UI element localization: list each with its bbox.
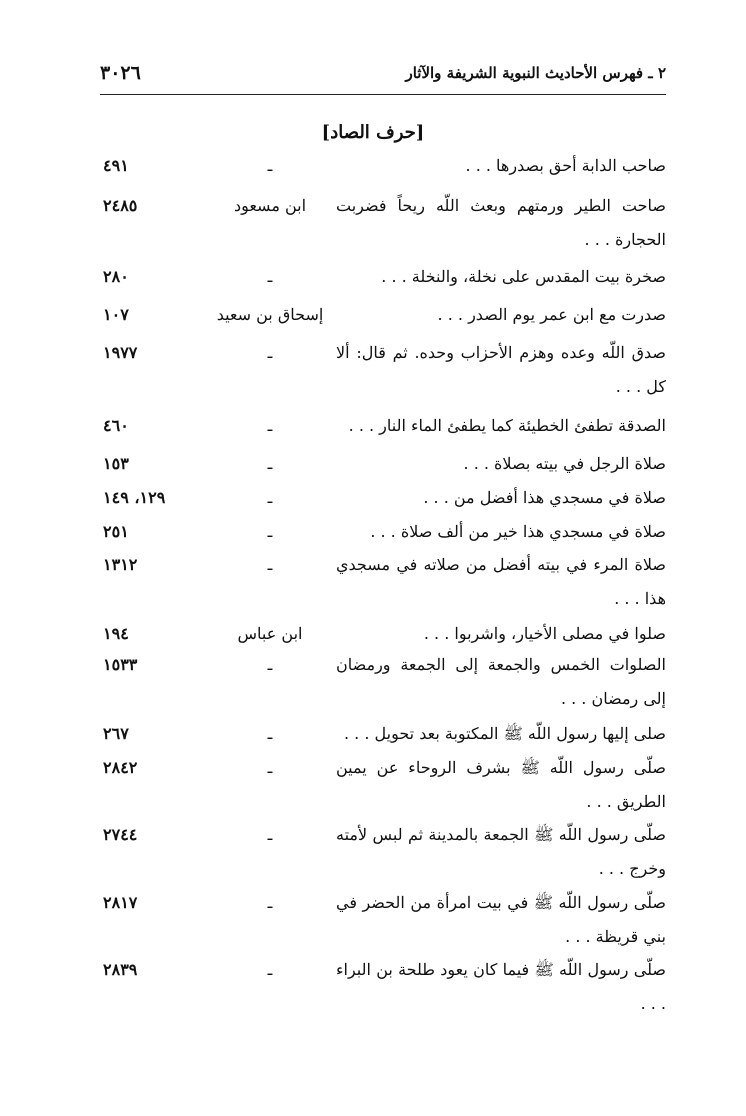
narrator: ـ [267,156,273,175]
hadith-text: صلوا في مصلى الأخيار، واشربوا . . . [423,624,666,643]
hadith-number: ٢٨٣٩ [103,960,138,979]
narrator: ـ [267,416,273,435]
page-number: ٣٠٢٦ [100,62,141,84]
narrator: ـ [267,825,273,844]
hadith-text: الصلوات الخمس والجمعة إلى الجمعة ورمضان إلى رمضان . . . [336,655,666,708]
hadith-number: ١٣١٢ [103,555,138,574]
hadith-number: ١٩٧٧ [103,343,138,362]
hadith-number: ٢٤٨٥ [103,196,138,215]
hadith-number: ٢٦٧ [103,724,129,743]
narrator: ـ [267,343,273,362]
narrator: ـ [267,960,273,979]
hadith-number: ٢٧٤٤ [103,825,138,844]
hadith-text: صلّى رسول اللّه ﷺ بشرف الروحاء عن يمين الطريق . . . [336,758,666,811]
narrator: ـ [267,522,273,541]
narrator: ـ [267,488,273,507]
running-title: ٢ ـ فهرس الأحاديث النبوية الشريفة والآثار [405,64,666,82]
hadith-text: صلى إليها رسول اللّه ﷺ المكتوبة بعد تحويل . . . [344,724,666,743]
narrator: ـ [267,555,273,574]
hadith-number: ٢٨١٧ [103,893,138,912]
hadith-text: صلّى رسول اللّه ﷺ في بيت امرأة من الحضر في بني قريظة . . . [336,893,666,946]
hadith-text: صلاة في مسجدي هذا أفضل من . . . [423,488,666,507]
hadith-number: ٢٨٠ [103,267,129,286]
hadith-text: صلاة الرجل في بيته بصلاة . . . [463,454,666,473]
hadith-number: ٢٨٤٢ [103,758,138,777]
hadith-number: ١٠٧ [103,305,129,324]
narrator: ـ [267,454,273,473]
narrator: ـ [267,893,273,912]
section-heading: [حرف الصاد] [321,122,425,143]
hadith-text: صلّى رسول اللّه ﷺ الجمعة بالمدينة ثم لبس لأمته وخرج . . . [336,825,666,878]
hadith-number: ٤٩١ [103,156,129,175]
hadith-text: صاحت الطير ورمتهم وبعث اللّه ريحاً فضربت الحجارة . . . [336,196,666,249]
hadith-text: صخرة بيت المقدس على نخلة، والنخلة . . . [381,267,666,286]
hadith-text: صلّى رسول اللّه ﷺ فيما كان يعود طلحة بن البراء . . . [336,960,666,1013]
narrator: ابن عباس [237,624,303,643]
hadith-number: ١٥٣ [103,454,129,473]
narrator: ـ [267,267,273,286]
narrator: إسحاق بن سعيد [216,305,324,324]
narrator: ـ [267,758,273,777]
hadith-number: ١٩٤ [103,624,129,643]
hadith-text: الصدقة تطفئ الخطيئة كما يطفئ الماء النار . . . [348,416,666,435]
hadith-text: صلاة المرء في بيته أفضل من صلاته في مسجدي هذا . . . [336,555,666,608]
hadith-text: صلاة في مسجدي هذا خير من ألف صلاة . . . [370,522,666,541]
hadith-number: ١٥٣٣ [103,655,138,674]
narrator: ـ [267,724,273,743]
hadith-text: صاحب الدابة أحق بصدرها . . . [465,156,666,175]
narrator: ابن مسعود [233,196,307,215]
narrator: ـ [267,655,273,674]
hadith-number: ١٢٩، ١٤٩ [103,488,166,507]
hadith-text: صدق اللّه وعده وهزم الأحزاب وحده. ثم قال: ألا كل . . . [336,343,666,396]
hadith-number: ٤٦٠ [103,416,129,435]
hadith-number: ٢٥١ [103,522,129,541]
hadith-text: صدرت مع ابن عمر يوم الصدر . . . [437,305,666,324]
